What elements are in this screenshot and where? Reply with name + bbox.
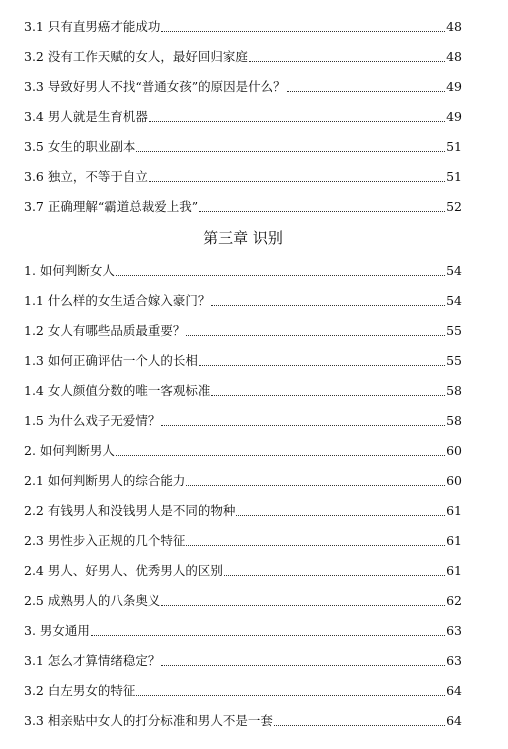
toc-entry-page: 52 — [446, 199, 462, 214]
dot-leader — [236, 515, 445, 516]
chapter-heading: 第三章 识别 — [203, 229, 283, 247]
toc-entry-page: 54 — [446, 293, 462, 308]
dot-leader — [199, 211, 445, 212]
toc-entry-title: 2.3 男性步入正规的几个特征 — [24, 533, 186, 548]
toc-entry-page: 63 — [446, 623, 462, 638]
dot-leader — [161, 605, 445, 606]
dot-leader — [149, 121, 445, 122]
toc-entry[interactable] — [24, 17, 462, 37]
toc-entry-title: 1.3 如何正确评估一个人的长相 — [24, 353, 198, 368]
dot-leader — [136, 695, 445, 696]
toc-entry-title: 1.5 为什么戏子无爱情？ — [24, 413, 161, 428]
toc-entry-page: 54 — [446, 263, 462, 278]
toc-entry-page: 62 — [446, 593, 462, 608]
toc-entry-title: 3.6 独立，不等于自立 — [24, 169, 148, 184]
dot-leader — [287, 91, 445, 92]
dot-leader — [161, 665, 445, 666]
toc-entry[interactable] — [24, 381, 462, 401]
toc-entry[interactable] — [24, 621, 462, 641]
dot-leader — [274, 725, 445, 726]
toc-entry-page: 61 — [446, 533, 462, 548]
dot-leader — [116, 275, 445, 276]
toc-entry-title: 2.1 如何判断男人的综合能力 — [24, 473, 186, 488]
toc-entry-title: 3.2 白左男女的特征 — [24, 683, 136, 698]
toc-entry[interactable] — [24, 137, 462, 157]
dot-leader — [211, 395, 445, 396]
toc-entry-title: 2. 如何判断男人 — [24, 443, 115, 458]
toc-entry[interactable] — [24, 681, 462, 701]
dot-leader — [199, 365, 445, 366]
toc-entry-page: 48 — [446, 19, 462, 34]
toc-entry-page: 60 — [446, 473, 462, 488]
toc-entry[interactable] — [24, 107, 462, 127]
dot-leader — [186, 485, 445, 486]
toc-entry[interactable] — [24, 711, 462, 731]
dot-leader — [186, 545, 445, 546]
toc-entry-title: 3.7 正确理解“霸道总裁爱上我” — [24, 199, 199, 214]
dot-leader — [161, 425, 445, 426]
toc-entry[interactable] — [24, 77, 462, 97]
toc-entry-title: 1.4 女人颜值分数的唯一客观标准 — [24, 383, 211, 398]
toc-entry-page: 64 — [446, 713, 462, 728]
toc-entry[interactable] — [24, 261, 462, 281]
toc-entry[interactable] — [24, 167, 462, 187]
toc-entry-title: 2.4 男人、好男人、优秀男人的区别 — [24, 563, 223, 578]
dot-leader — [161, 31, 445, 32]
toc-entry-page: 58 — [446, 383, 462, 398]
toc-entry-page: 64 — [446, 683, 462, 698]
toc-entry-title: 3.1 只有直男癌才能成功 — [24, 19, 161, 34]
dot-leader — [211, 305, 445, 306]
toc-entry-page: 49 — [446, 109, 462, 124]
dot-leader — [116, 455, 445, 456]
toc-entry[interactable] — [24, 561, 462, 581]
toc-entry-title: 1.1 什么样的女生适合嫁入豪门？ — [24, 293, 211, 308]
toc-entry[interactable] — [24, 47, 462, 67]
toc-entry[interactable] — [24, 591, 462, 611]
toc-entry-title: 3.3 相亲贴中女人的打分标准和男人不是一套 — [24, 713, 273, 728]
toc-entry[interactable] — [24, 471, 462, 491]
toc-entry-page: 61 — [446, 563, 462, 578]
toc-entry-page: 58 — [446, 413, 462, 428]
toc-entry[interactable] — [24, 531, 462, 551]
toc-entry-page: 61 — [446, 503, 462, 518]
toc-entry-page: 55 — [446, 323, 462, 338]
dot-leader — [249, 61, 445, 62]
toc-entry[interactable] — [24, 291, 462, 311]
toc-entry-page: 51 — [446, 139, 462, 154]
dot-leader — [136, 151, 445, 152]
toc-entry-title: 3. 男女通用 — [24, 623, 90, 638]
toc-entry-title: 3.4 男人就是生育机器 — [24, 109, 148, 124]
dot-leader — [149, 181, 445, 182]
toc-entry-page: 49 — [446, 79, 462, 94]
toc-entry[interactable] — [24, 197, 462, 217]
toc-entry-page: 63 — [446, 653, 462, 668]
dot-leader — [224, 575, 445, 576]
toc-entry-title: 3.2 没有工作天赋的女人，最好回归家庭 — [24, 49, 248, 64]
toc-entry[interactable] — [24, 411, 462, 431]
toc-entry-page: 55 — [446, 353, 462, 368]
toc-entry-title: 1.2 女人有哪些品质最重要？ — [24, 323, 186, 338]
toc-entry[interactable] — [24, 321, 462, 341]
toc-entry-title: 3.5 女生的职业副本 — [24, 139, 136, 154]
toc-entry-title: 3.1 怎么才算情绪稳定？ — [24, 653, 161, 668]
toc-entry-title: 1. 如何判断女人 — [24, 263, 115, 278]
toc-entry-page: 60 — [446, 443, 462, 458]
toc-entry-title: 2.2 有钱男人和没钱男人是不同的物种 — [24, 503, 236, 518]
toc-entry-page: 51 — [446, 169, 462, 184]
toc-entry[interactable] — [24, 501, 462, 521]
dot-leader — [186, 335, 445, 336]
toc-entry-title: 2.5 成熟男人的八条奥义 — [24, 593, 161, 608]
dot-leader — [91, 635, 445, 636]
toc-entry-title: 3.3 导致好男人不找“普通女孩”的原因是什么？ — [24, 79, 286, 94]
toc-entry[interactable] — [24, 441, 462, 461]
toc-entry-page: 48 — [446, 49, 462, 64]
toc-entry[interactable] — [24, 651, 462, 671]
toc-entry[interactable] — [24, 351, 462, 371]
